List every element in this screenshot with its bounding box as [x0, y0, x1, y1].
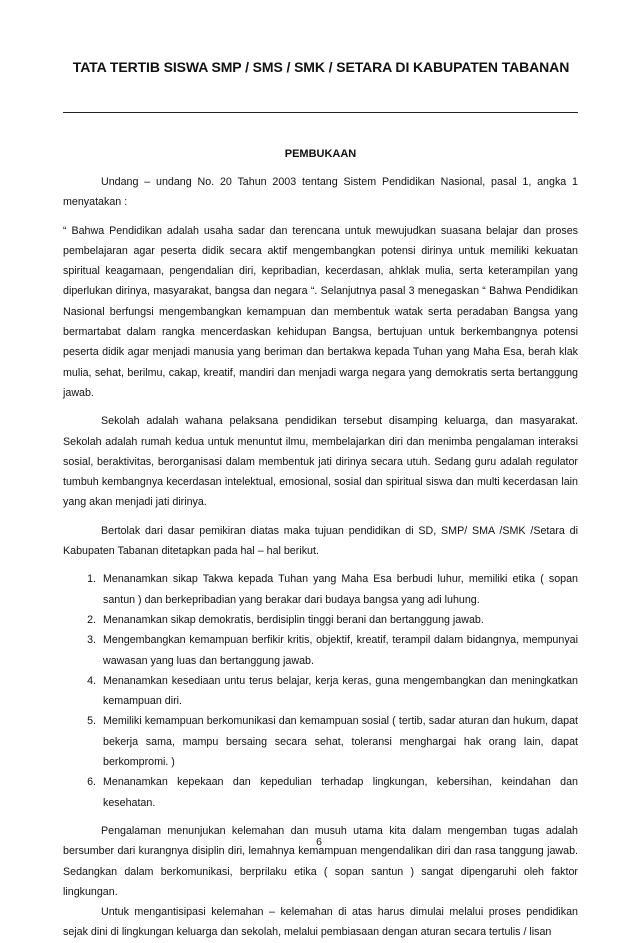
list-item: 3. Mengembangkan kemampuan berfikir kritis, objektif, kreatif, terampil dalam bidangnya, mempunyai wawasan yang luas dan bertanggung jawab. — [99, 630, 578, 671]
goals-list — [63, 569, 578, 813]
list-item: 2. Menanamkan sikap demokratis, berdisiplin tinggi berani dan bertanggung jawab. — [99, 610, 578, 630]
paragraph-intro: Undang – undang No. 20 Tahun 2003 tentang Sistem Pendidikan Nasional, pasal 1, angka 1 menyatakan : — [63, 176, 578, 209]
paragraph-anticipation: Untuk mengantisipasi kelemahan – kelemahan di atas harus dimulai melalui proses pendidikan sejak dini di lingkungan keluarga dan sekolah, melalui pembiasaan dengan aturan secara tertulis / lisan — [63, 906, 578, 939]
paragraph-school: Sekolah adalah wahana pelaksana pendidikan tersebut disamping keluarga, dan masyarakat. Sekolah adalah rumah kedua untuk menuntut ilmu, membelajarkan diri dan menimba pengalaman interaksi sosial, beraktivitas, berorganisasi dalam membentuk jati dirinya secara utuh. Sedang guru adalah regulator tumbuh kembangnya kecerdasan intelektual, emosional, sosial dan spiritual siswa dan multi kecerdasan lain yang akan menjadi jati dirinya. — [63, 415, 578, 509]
paragraph-quote: “ Bahwa Pendidikan adalah usaha sadar dan terencana untuk mewujudkan suasana belajar dan proses pembelajaran agar peserta didik secara aktif mengembangkan potensi dirinya untuk memiliki kekuatan spiritual keagamaan, pengendalian diri, kepribadian, kecerdasan, ahklak mulia, serta keterampilan yang diperlukan dirinya, masyarakat, bangsa dan negara “. Selanjutnya pasal 3 menegaskan “ Bahwa Pendidikan Nasional berfungsi mengembangkan kemampuan dan membentuk watak serta peradaban Bangsa yang bermartabat dalam rangka mencerdaskan kehidupan Bangsa, bertujuan untuk berkembangnya potensi peserta didik agar menjadi manusia yang beriman dan bertakwa kepada Tuhan yang Maha Esa, berah klak mulia, sehat, berilmu, cakap, kreatif, mandiri dan menjadi warga negara yang demokratis serta bertanggung jawab. — [63, 224, 578, 399]
list-item: 4. Menanamkan kesediaan untu terus belajar, kerja keras, guna mengembangkan dan meningkatkan kemampuan diri. — [99, 671, 578, 712]
document-title: TATA TERTIB SISWA SMP / SMS / SMK / SETARA DI KABUPATEN TABANAN — [72, 59, 570, 75]
list-item: 5. Memiliki kemampuan berkomunikasi dan kemampuan sosial ( tertib, sadar aturan dan hukum, dapat bekerja sama, mampu bersaing secara sehat, toleransi menghargai hak orang lain, dapat berkompromi. ) — [99, 711, 578, 772]
title-divider — [63, 112, 578, 113]
paragraph-experience: Pengalaman menunjukan kelemahan dan musuh utama kita dalam mengemban tugas adalah bersumber dari kurangnya disiplin diri, lemahnya kemampuan mengendalikan diri dan rasa tanggung jawab. Sedangkan dalam berkomunikasi, berprilaku etika ( sopan santun ) sangat dipengaruhi oleh faktor lingkungan. — [63, 824, 578, 898]
document-body — [63, 172, 578, 943]
list-item: 6. Menanamkan kepekaan dan kepedulian terhadap lingkungan, kebersihan, keindahan dan kesehatan. — [99, 772, 578, 813]
list-item: 1. Menanamkan sikap Takwa kepada Tuhan yang Maha Esa berbudi luhur, memiliki etika ( sopan santun ) dan berkepribadian yang berakar dari budaya bangsa yang adi luhung. — [99, 569, 578, 610]
paragraph-goals-intro: Bertolak dari dasar pemikiran diatas maka tujuan pendidikan di SD, SMP/ SMA /SMK /Setara di Kabupaten Tabanan ditetapkan pada hal – hal berikut. — [63, 524, 578, 558]
section-heading: PEMBUKAAN — [284, 148, 357, 160]
page-number: 6 — [316, 836, 322, 848]
